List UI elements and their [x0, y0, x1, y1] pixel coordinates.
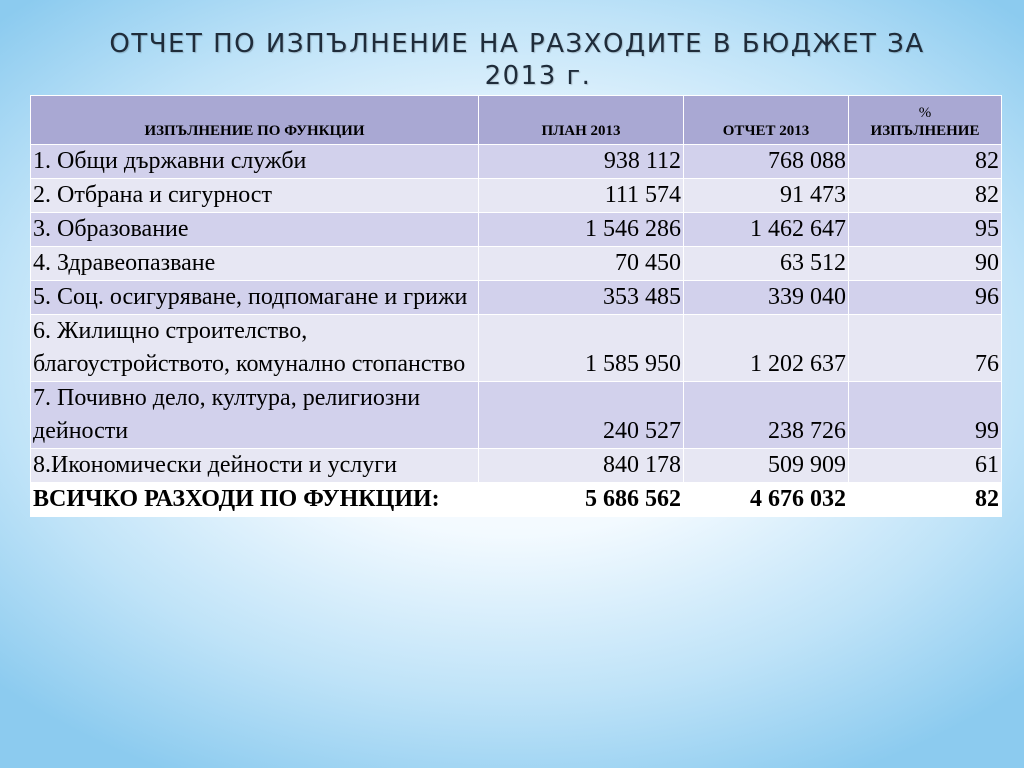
row-percent: 61: [849, 449, 1002, 483]
row-percent: 99: [849, 382, 1002, 449]
header-plan: ПЛАН 2013: [479, 96, 684, 145]
header-report: ОТЧЕТ 2013: [684, 96, 849, 145]
slide-title-line-2: 2013 г.: [484, 61, 592, 91]
table-row: [31, 449, 1002, 483]
row-plan: 111 574: [479, 179, 684, 213]
row-plan: 1 546 286: [479, 213, 684, 247]
row-plan: 240 527: [479, 382, 684, 449]
row-name: 8.Икономически дейности и услуги: [31, 449, 479, 483]
table-row: [31, 281, 1002, 315]
row-percent: 90: [849, 247, 1002, 281]
row-percent: 76: [849, 315, 1002, 382]
row-name: 6. Жилищно строителство, благоустройството, комунално стопанство: [31, 315, 479, 382]
row-report: 509 909: [684, 449, 849, 483]
row-name: 2. Отбрана и сигурност: [31, 179, 479, 213]
row-plan: 938 112: [479, 145, 684, 179]
header-percent: [849, 96, 1002, 145]
row-name: 1. Общи държавни служби: [31, 145, 479, 179]
table-row: [31, 382, 1002, 449]
row-percent: 95: [849, 213, 1002, 247]
row-name: 3. Образование: [31, 213, 479, 247]
table-row: [31, 145, 1002, 179]
row-plan: 353 485: [479, 281, 684, 315]
table-row: [31, 179, 1002, 213]
total-report: 4 676 032: [684, 483, 849, 517]
row-plan: 840 178: [479, 449, 684, 483]
table-row: [31, 213, 1002, 247]
row-name: 7. Почивно дело, култура, религиозни дейности: [31, 382, 479, 449]
row-plan: 70 450: [479, 247, 684, 281]
total-percent: 82: [849, 483, 1002, 517]
table-row: [31, 315, 1002, 382]
total-name: ВСИЧКО РАЗХОДИ ПО ФУНКЦИИ:: [31, 483, 479, 517]
header-percent-label: ИЗПЪЛНЕНИЕ: [870, 123, 980, 139]
row-report: 63 512: [684, 247, 849, 281]
header-function: ИЗПЪЛНЕНИЕ ПО ФУНКЦИИ: [31, 96, 479, 145]
row-percent: 82: [849, 145, 1002, 179]
row-report: 91 473: [684, 179, 849, 213]
row-plan: 1 585 950: [479, 315, 684, 382]
row-report: 339 040: [684, 281, 849, 315]
total-plan: 5 686 562: [479, 483, 684, 517]
row-percent: 82: [849, 179, 1002, 213]
row-report: 1 202 637: [684, 315, 849, 382]
slide-title-line-1: ОТЧЕТ ПО ИЗПЪЛНЕНИЕ НА РАЗХОДИТЕ В БЮДЖЕТ ЗА: [109, 29, 925, 59]
row-name: 5. Соц. осигуряване, подпомагане и грижи: [31, 281, 479, 315]
table-row: [31, 247, 1002, 281]
budget-execution-table: [30, 95, 1002, 517]
row-report: 1 462 647: [684, 213, 849, 247]
row-report: 238 726: [684, 382, 849, 449]
table-header-row: [31, 96, 1002, 145]
row-name: 4. Здравеопазване: [31, 247, 479, 281]
row-percent: 96: [849, 281, 1002, 315]
slide-title: [0, 28, 1024, 92]
table-total-row: [31, 483, 1002, 517]
row-report: 768 088: [684, 145, 849, 179]
header-percent-sign: %: [918, 105, 932, 121]
